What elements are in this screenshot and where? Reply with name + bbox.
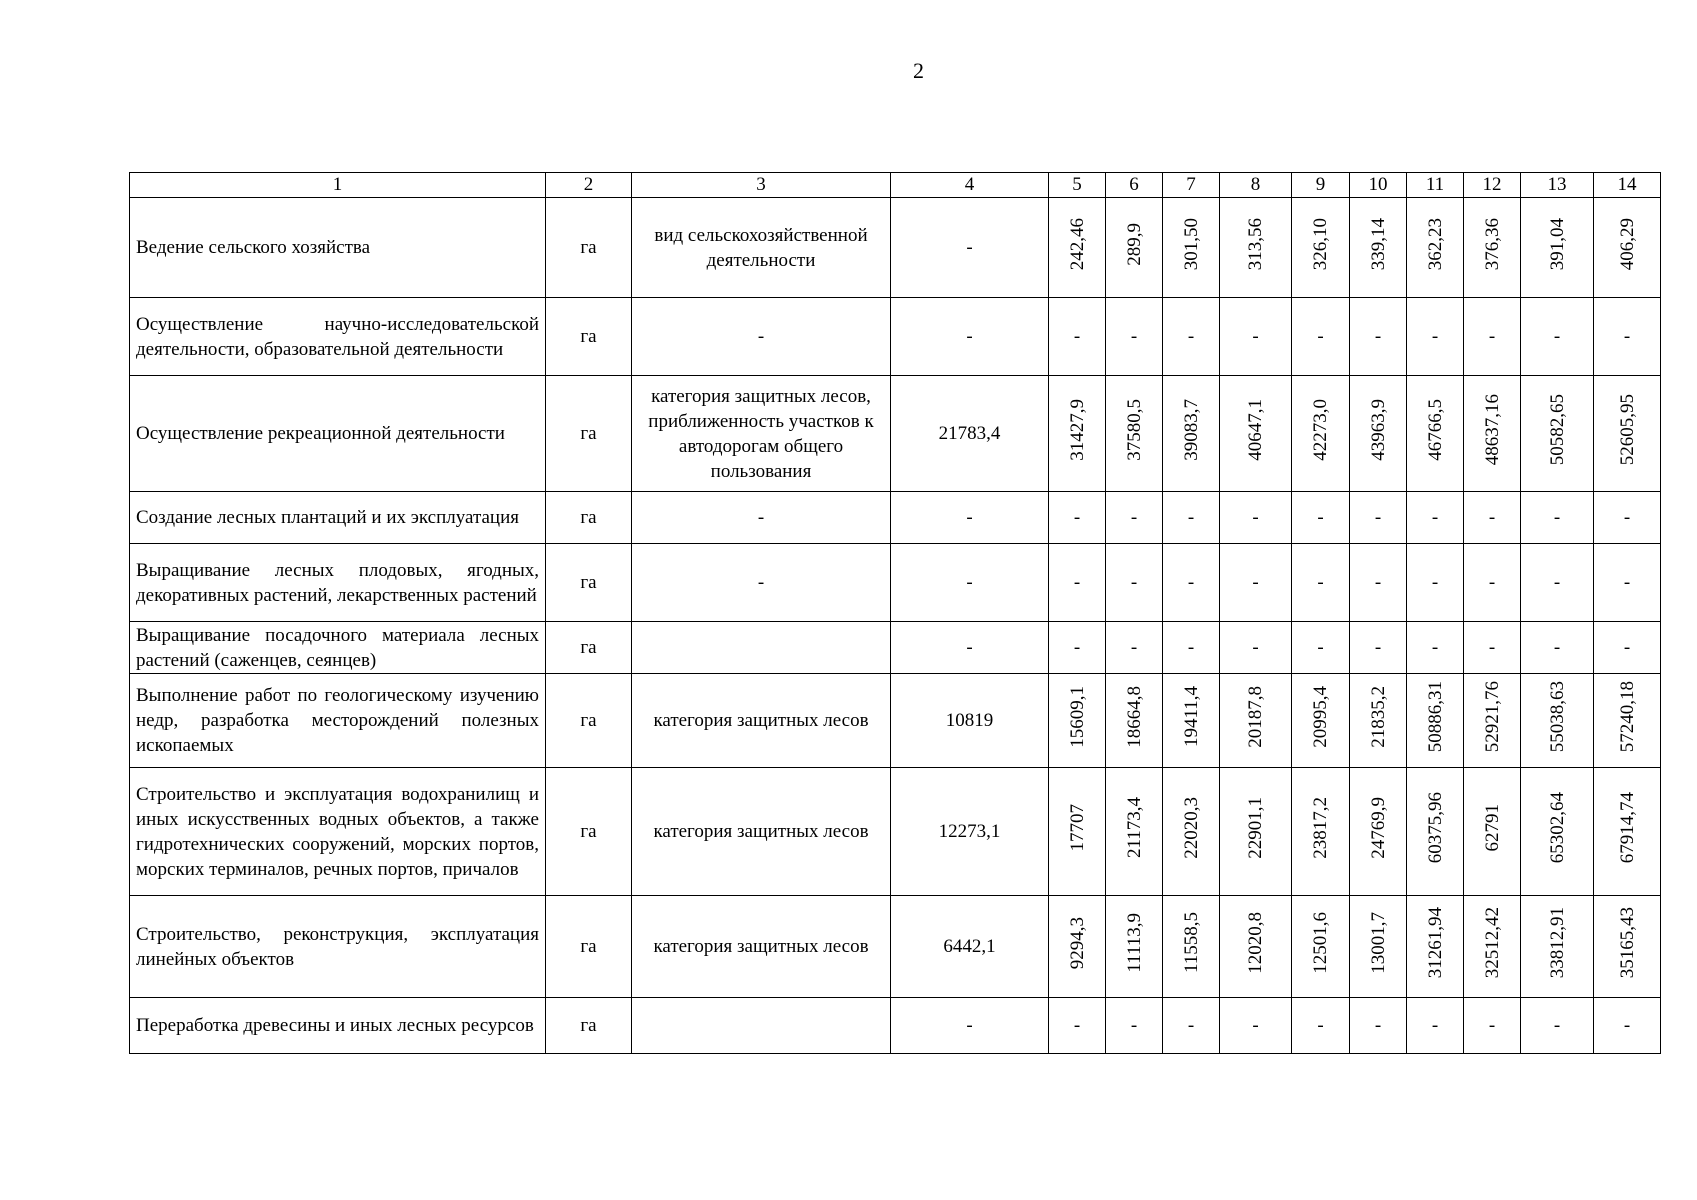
year-cell: - bbox=[1464, 544, 1521, 622]
table-row bbox=[130, 674, 1661, 768]
column-number: 6 bbox=[1106, 173, 1163, 198]
criterion-cell: категория защитных лесов bbox=[632, 768, 891, 896]
year-cell: - bbox=[1464, 622, 1521, 674]
year-cell: - bbox=[1292, 622, 1350, 674]
year-cell bbox=[1350, 674, 1407, 768]
year-cell: - bbox=[1106, 492, 1163, 544]
column-number: 3 bbox=[632, 173, 891, 198]
year-value: 31427,9 bbox=[1066, 399, 1088, 461]
column-number: 11 bbox=[1407, 173, 1464, 198]
year-cell: - bbox=[1594, 622, 1661, 674]
year-cell bbox=[1350, 198, 1407, 298]
year-value: 32512,42 bbox=[1481, 907, 1503, 979]
activity-name: Переработка древесины и иных лесных ресурсов bbox=[130, 998, 546, 1054]
year-value: 11113,9 bbox=[1123, 913, 1145, 973]
year-value: 50886,31 bbox=[1424, 681, 1446, 753]
year-cell bbox=[1521, 198, 1594, 298]
criterion-cell: - bbox=[632, 492, 891, 544]
criterion-cell: - bbox=[632, 298, 891, 376]
year-cell: - bbox=[1106, 544, 1163, 622]
year-cell bbox=[1292, 674, 1350, 768]
year-value: 20995,4 bbox=[1310, 686, 1331, 748]
year-cell bbox=[1350, 376, 1407, 492]
column-number: 13 bbox=[1521, 173, 1594, 198]
year-cell bbox=[1464, 768, 1521, 896]
table-row bbox=[130, 198, 1661, 298]
year-cell: - bbox=[1521, 492, 1594, 544]
table-row bbox=[130, 896, 1661, 998]
year-value: 43963,9 bbox=[1367, 399, 1389, 461]
unit-cell: га bbox=[546, 198, 632, 298]
year-cell bbox=[1163, 768, 1220, 896]
year-value: 301,50 bbox=[1180, 217, 1202, 271]
year-cell bbox=[1407, 896, 1464, 998]
year-cell: - bbox=[1521, 544, 1594, 622]
year-value: 52605,95 bbox=[1616, 394, 1638, 466]
year-value: 39083,7 bbox=[1180, 399, 1202, 461]
year-cell: - bbox=[1220, 492, 1292, 544]
year-cell bbox=[1464, 198, 1521, 298]
base-value-cell: 12273,1 bbox=[891, 768, 1049, 896]
year-cell: - bbox=[1407, 544, 1464, 622]
year-cell: - bbox=[1350, 298, 1407, 376]
year-value: 52921,76 bbox=[1481, 681, 1503, 753]
year-cell bbox=[1163, 198, 1220, 298]
year-cell: - bbox=[1521, 998, 1594, 1054]
unit-cell: га bbox=[546, 674, 632, 768]
year-cell: - bbox=[1163, 544, 1220, 622]
year-cell: - bbox=[1350, 998, 1407, 1054]
year-cell bbox=[1163, 674, 1220, 768]
year-cell bbox=[1220, 376, 1292, 492]
year-value: 67914,74 bbox=[1616, 792, 1638, 864]
activity-name: Создание лесных плантаций и их эксплуатация bbox=[130, 492, 546, 544]
year-value: 13001,7 bbox=[1367, 912, 1389, 974]
year-value: 50582,65 bbox=[1546, 394, 1568, 466]
year-cell: - bbox=[1350, 622, 1407, 674]
criterion-cell: категория защитных лесов, приближенность участков к автодорогам общего пользования bbox=[632, 376, 891, 492]
year-cell: - bbox=[1220, 298, 1292, 376]
table-row bbox=[130, 544, 1661, 622]
year-cell bbox=[1049, 896, 1106, 998]
activity-name: Строительство и эксплуатация водохранилищ и иных искусственных водных объектов, а также гидротехнических сооружений, морских портов, морских терминалов, речных портов, причалов bbox=[130, 768, 546, 896]
column-number: 12 bbox=[1464, 173, 1521, 198]
column-number: 5 bbox=[1049, 173, 1106, 198]
year-cell: - bbox=[1049, 622, 1106, 674]
year-value: 12020,8 bbox=[1245, 912, 1266, 974]
year-cell: - bbox=[1350, 544, 1407, 622]
year-value: 35165,43 bbox=[1616, 907, 1638, 979]
year-value: 18664,8 bbox=[1123, 686, 1145, 748]
year-value: 339,14 bbox=[1367, 217, 1389, 271]
year-value: 11558,5 bbox=[1180, 912, 1202, 974]
year-cell bbox=[1594, 896, 1661, 998]
unit-cell: га bbox=[546, 492, 632, 544]
year-cell: - bbox=[1049, 492, 1106, 544]
year-cell: - bbox=[1220, 998, 1292, 1054]
year-cell bbox=[1292, 768, 1350, 896]
table-row bbox=[130, 622, 1661, 674]
year-cell bbox=[1292, 896, 1350, 998]
activity-name: Выращивание посадочного материала лесных растений (саженцев, сеянцев) bbox=[130, 622, 546, 674]
year-cell bbox=[1220, 198, 1292, 298]
column-number: 9 bbox=[1292, 173, 1350, 198]
year-cell: - bbox=[1594, 544, 1661, 622]
year-value: 23817,2 bbox=[1310, 797, 1331, 859]
year-cell bbox=[1464, 896, 1521, 998]
forest-use-table bbox=[129, 172, 1661, 1054]
column-number: 1 bbox=[130, 173, 546, 198]
year-cell bbox=[1163, 896, 1220, 998]
year-cell: - bbox=[1163, 622, 1220, 674]
year-value: 9294,3 bbox=[1066, 916, 1088, 970]
table-row bbox=[130, 376, 1661, 492]
year-cell: - bbox=[1407, 998, 1464, 1054]
year-cell: - bbox=[1163, 298, 1220, 376]
year-value: 19411,4 bbox=[1180, 686, 1202, 748]
year-value: 12501,6 bbox=[1310, 912, 1331, 974]
year-value: 62791 bbox=[1481, 804, 1503, 852]
year-cell bbox=[1220, 896, 1292, 998]
page-number: 2 bbox=[913, 58, 924, 83]
column-number: 14 bbox=[1594, 173, 1661, 198]
year-cell: - bbox=[1106, 998, 1163, 1054]
year-cell bbox=[1292, 376, 1350, 492]
year-cell bbox=[1106, 674, 1163, 768]
year-value: 313,56 bbox=[1245, 217, 1266, 271]
year-value: 55038,63 bbox=[1546, 681, 1568, 753]
column-number: 4 bbox=[891, 173, 1049, 198]
year-value: 31261,94 bbox=[1424, 907, 1446, 979]
unit-cell: га bbox=[546, 376, 632, 492]
year-value: 37580,5 bbox=[1123, 399, 1145, 461]
year-cell: - bbox=[1464, 998, 1521, 1054]
year-value: 22901,1 bbox=[1245, 797, 1266, 859]
year-cell bbox=[1521, 674, 1594, 768]
year-cell bbox=[1350, 896, 1407, 998]
year-cell: - bbox=[1407, 492, 1464, 544]
base-value-cell: 21783,4 bbox=[891, 376, 1049, 492]
table-row bbox=[130, 768, 1661, 896]
year-cell bbox=[1521, 896, 1594, 998]
column-number: 2 bbox=[546, 173, 632, 198]
unit-cell: га bbox=[546, 622, 632, 674]
criterion-cell: категория защитных лесов bbox=[632, 674, 891, 768]
year-value: 17707 bbox=[1066, 804, 1088, 852]
year-value: 42273,0 bbox=[1310, 399, 1331, 461]
year-cell: - bbox=[1106, 298, 1163, 376]
year-cell bbox=[1106, 768, 1163, 896]
year-cell: - bbox=[1220, 622, 1292, 674]
year-cell bbox=[1106, 198, 1163, 298]
year-value: 40647,1 bbox=[1245, 399, 1266, 461]
year-cell bbox=[1220, 674, 1292, 768]
year-cell: - bbox=[1049, 298, 1106, 376]
table-row bbox=[130, 298, 1661, 376]
base-value-cell: - bbox=[891, 198, 1049, 298]
year-cell bbox=[1049, 768, 1106, 896]
activity-name: Осуществление научно-исследовательской деятельности, образовательной деятельности bbox=[130, 298, 546, 376]
activity-name: Выполнение работ по геологическому изучению недр, разработка месторождений полезных ископаемых bbox=[130, 674, 546, 768]
criterion-cell bbox=[632, 622, 891, 674]
year-value: 326,10 bbox=[1310, 217, 1331, 271]
criterion-cell: - bbox=[632, 544, 891, 622]
base-value-cell: - bbox=[891, 492, 1049, 544]
year-value: 21173,4 bbox=[1123, 797, 1145, 859]
year-cell bbox=[1521, 768, 1594, 896]
year-cell: - bbox=[1292, 298, 1350, 376]
year-cell: - bbox=[1594, 998, 1661, 1054]
header-row bbox=[130, 173, 1661, 198]
year-cell bbox=[1350, 768, 1407, 896]
year-cell: - bbox=[1106, 622, 1163, 674]
year-cell: - bbox=[1521, 622, 1594, 674]
year-cell: - bbox=[1163, 998, 1220, 1054]
year-cell bbox=[1464, 376, 1521, 492]
year-cell: - bbox=[1292, 998, 1350, 1054]
year-value: 242,46 bbox=[1066, 217, 1088, 271]
year-cell bbox=[1106, 896, 1163, 998]
unit-cell: га bbox=[546, 768, 632, 896]
activity-name: Ведение сельского хозяйства bbox=[130, 198, 546, 298]
criterion-cell: вид сельскохозяйственной деятельности bbox=[632, 198, 891, 298]
year-cell bbox=[1163, 376, 1220, 492]
base-value-cell: - bbox=[891, 298, 1049, 376]
year-value: 376,36 bbox=[1481, 217, 1503, 271]
year-cell: - bbox=[1049, 998, 1106, 1054]
year-cell: - bbox=[1407, 298, 1464, 376]
year-cell: - bbox=[1464, 298, 1521, 376]
year-cell bbox=[1049, 198, 1106, 298]
table-row bbox=[130, 998, 1661, 1054]
year-cell bbox=[1521, 376, 1594, 492]
year-value: 289,9 bbox=[1123, 222, 1145, 266]
base-value-cell: 10819 bbox=[891, 674, 1049, 768]
year-cell bbox=[1407, 376, 1464, 492]
year-value: 60375,96 bbox=[1424, 792, 1446, 864]
year-cell: - bbox=[1292, 544, 1350, 622]
activity-name: Строительство, реконструкция, эксплуатация линейных объектов bbox=[130, 896, 546, 998]
year-cell bbox=[1407, 768, 1464, 896]
year-value: 33812,91 bbox=[1546, 907, 1568, 979]
year-value: 362,23 bbox=[1424, 217, 1446, 271]
year-cell: - bbox=[1163, 492, 1220, 544]
year-cell: - bbox=[1407, 622, 1464, 674]
year-cell bbox=[1049, 376, 1106, 492]
base-value-cell: - bbox=[891, 544, 1049, 622]
year-cell bbox=[1594, 376, 1661, 492]
year-cell bbox=[1292, 198, 1350, 298]
year-cell: - bbox=[1594, 492, 1661, 544]
year-value: 65302,64 bbox=[1546, 792, 1568, 864]
criterion-cell: категория защитных лесов bbox=[632, 896, 891, 998]
unit-cell: га bbox=[546, 298, 632, 376]
unit-cell: га bbox=[546, 896, 632, 998]
year-value: 21835,2 bbox=[1367, 686, 1389, 748]
activity-name: Осуществление рекреационной деятельности bbox=[130, 376, 546, 492]
base-value-cell: - bbox=[891, 998, 1049, 1054]
year-cell: - bbox=[1521, 298, 1594, 376]
year-cell bbox=[1106, 376, 1163, 492]
year-value: 22020,3 bbox=[1180, 797, 1202, 859]
column-number: 10 bbox=[1350, 173, 1407, 198]
table-row bbox=[130, 492, 1661, 544]
year-cell: - bbox=[1292, 492, 1350, 544]
unit-cell: га bbox=[546, 544, 632, 622]
year-value: 46766,5 bbox=[1424, 399, 1446, 461]
year-value: 57240,18 bbox=[1616, 681, 1638, 753]
year-cell bbox=[1407, 674, 1464, 768]
activity-name: Выращивание лесных плодовых, ягодных, декоративных растений, лекарственных растений bbox=[130, 544, 546, 622]
column-number: 7 bbox=[1163, 173, 1220, 198]
unit-cell: га bbox=[546, 998, 632, 1054]
year-cell: - bbox=[1464, 492, 1521, 544]
year-value: 406,29 bbox=[1616, 217, 1638, 271]
year-value: 24769,9 bbox=[1367, 797, 1389, 859]
year-cell bbox=[1594, 674, 1661, 768]
year-cell bbox=[1594, 198, 1661, 298]
column-number: 8 bbox=[1220, 173, 1292, 198]
year-value: 20187,8 bbox=[1245, 686, 1266, 748]
year-cell bbox=[1407, 198, 1464, 298]
base-value-cell: - bbox=[891, 622, 1049, 674]
year-value: 391,04 bbox=[1546, 217, 1568, 271]
year-cell bbox=[1049, 674, 1106, 768]
year-cell bbox=[1594, 768, 1661, 896]
year-cell: - bbox=[1350, 492, 1407, 544]
year-cell bbox=[1464, 674, 1521, 768]
year-cell: - bbox=[1594, 298, 1661, 376]
year-cell: - bbox=[1220, 544, 1292, 622]
base-value-cell: 6442,1 bbox=[891, 896, 1049, 998]
year-value: 48637,16 bbox=[1481, 394, 1503, 466]
year-cell: - bbox=[1049, 544, 1106, 622]
year-cell bbox=[1220, 768, 1292, 896]
year-value: 15609,1 bbox=[1066, 686, 1088, 748]
criterion-cell bbox=[632, 998, 891, 1054]
